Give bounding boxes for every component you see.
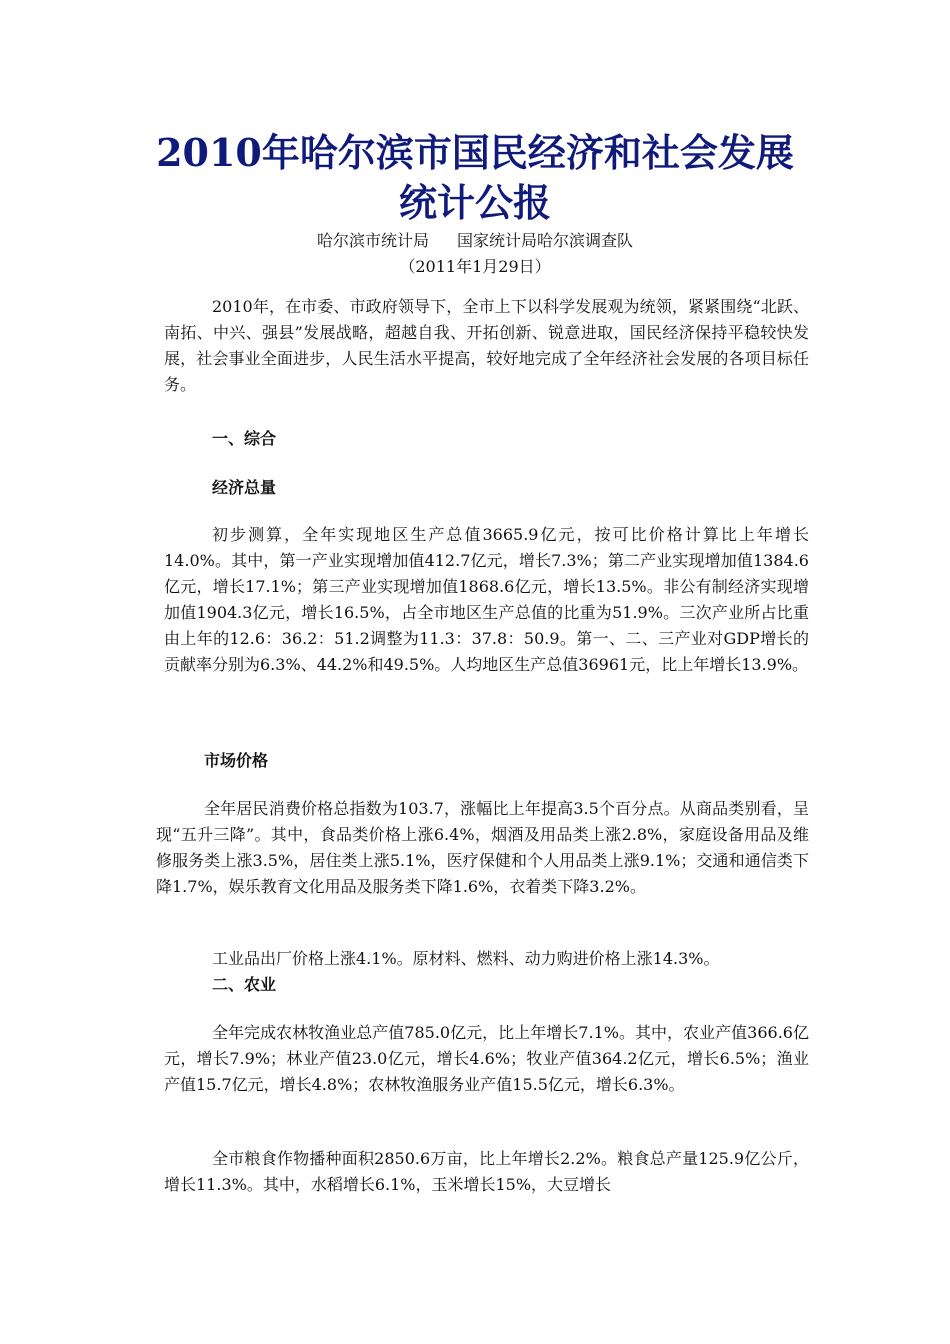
org-name-1: 哈尔滨市统计局 <box>316 231 429 250</box>
publish-date: （2011年1月29日） <box>399 257 551 276</box>
document-title-line1: 2010年哈尔滨市国民经济和社会发展 <box>156 130 794 175</box>
industrial-prices-paragraph: 工业品出厂价格上涨4.1%。原材料、燃料、动力购进价格上涨14.3%。 <box>212 949 720 968</box>
section-heading-agriculture: 二、农业 <box>212 975 277 994</box>
intro-paragraph: 2010年，在市委、市政府领导下，全市上下以科学发展观为统领，紧紧围绕“北跃、南拓、中兴、强县”发展战略，超越自我、开拓创新、锐意进取，国民经济保持平稳较快发展，社会事业全面进步，人民生活水平提高，较好地完成了全年经济社会发展的各项目标任务。 <box>164 297 809 394</box>
subheading-economic-aggregate: 经济总量 <box>212 478 277 497</box>
agriculture-output-paragraph: 全年完成农林牧渔业总产值785.0亿元，比上年增长7.1%。其中，农业产值366.6亿元，增长7.9%；林业产值23.0亿元，增长4.6%；牧业产值364.2亿元，增长6.5%；渔业产值15.7亿元，增长4.8%；农林牧渔服务业产值15.5亿元，增长6.3%。 <box>164 1023 809 1094</box>
market-prices-paragraph: 全年居民消费价格总指数为103.7，涨幅比上年提高3.5个百分点。从商品类别看，呈现“五升三降”。其中，食品类价格上涨6.4%，烟酒及用品类上涨2.8%，家庭设备用品及维修服务类上涨3.5%，居住类上涨5.1%，医疗保健和个人用品类上涨9.1%；交通和通信类下降1.7%，娱乐教育文化用品及服务类下降1.6%，衣着类下降3.2%。 <box>156 799 809 896</box>
issuing-organizations <box>100 228 850 254</box>
org-name-2: 国家统计局哈尔滨调查队 <box>457 231 634 250</box>
section-heading-general: 一、综合 <box>212 429 277 448</box>
economic-aggregate-paragraph: 初步测算，全年实现地区生产总值3665.9亿元，按可比价格计算比上年增长14.0%。其中，第一产业实现增加值412.7亿元，增长7.3%；第二产业实现增加值1384.6亿元，增长17.1%；第三产业实现增加值1868.6亿元，增长13.5%。非公有制经济实现增加值1904.3亿元，增长16.5%，占全市地区生产总值的比重为51.9%。三次产业所占比重由上年的12.6：36.2：51.2调整为11.3：37.8：50.9。第一、二、三产业对GDP增长的贡献率分别为6.3%、44.2%和49.5%。人均地区生产总值36961元，比上年增长13.9%。 <box>164 525 809 674</box>
document-title-line2: 统计公报 <box>398 180 551 225</box>
subheading-market-prices: 市场价格 <box>204 751 269 770</box>
grain-production-paragraph: 全市粮食作物播种面积2850.6万亩，比上年增长2.2%。粮食总产量125.9亿公斤，增长11.3%。其中，水稻增长6.1%，玉米增长15%，大豆增长 <box>164 1149 809 1194</box>
